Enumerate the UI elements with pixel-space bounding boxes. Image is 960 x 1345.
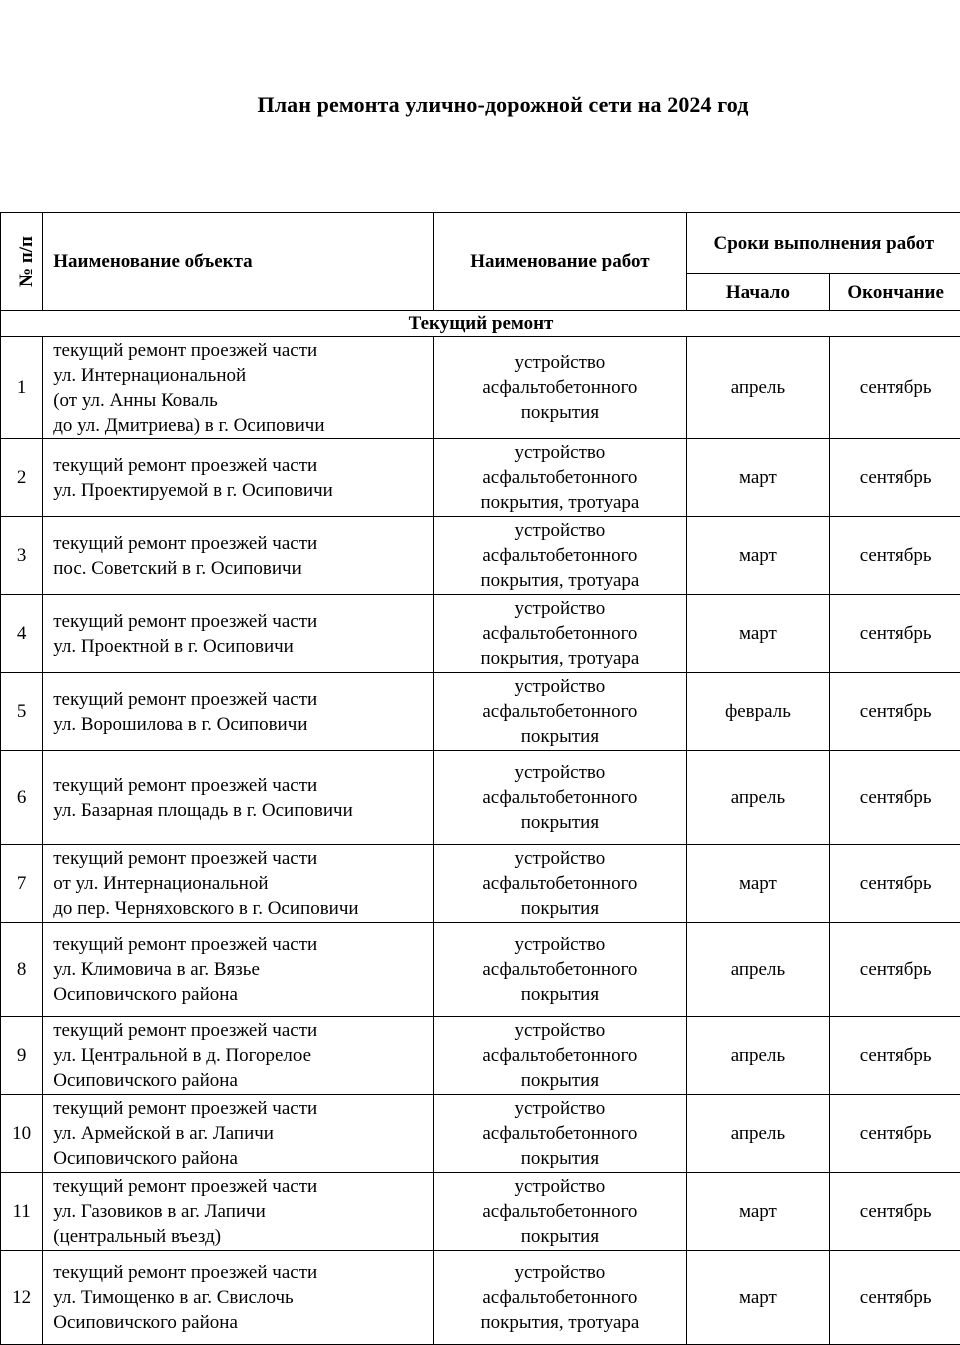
end-month: сентябрь [830, 517, 960, 595]
works-cell [434, 1173, 686, 1251]
works-line: устройство [434, 440, 685, 465]
row-number: 1 [1, 337, 43, 439]
works-cell [434, 1251, 686, 1345]
start-month: апрель [686, 337, 830, 439]
start-month: апрель [686, 751, 830, 845]
table-row [1, 1095, 960, 1173]
object-name-cell [43, 1173, 434, 1251]
start-month: март [686, 1251, 830, 1345]
works-line: асфальтобетонного [434, 1285, 685, 1310]
header-end: Окончание [830, 274, 960, 311]
works-line: устройство [434, 1260, 685, 1285]
table-row [1, 439, 960, 517]
row-number: 11 [1, 1173, 43, 1251]
works-line: асфальтобетонного [434, 871, 685, 896]
start-month: апрель [686, 1095, 830, 1173]
end-month: сентябрь [830, 595, 960, 673]
works-line: устройство [434, 674, 685, 699]
header-works: Наименование работ [434, 213, 686, 311]
object-name-line: текущий ремонт проезжей части [53, 338, 433, 363]
works-cell [434, 337, 686, 439]
row-number: 9 [1, 1017, 43, 1095]
object-name-line: Осиповичского района [53, 1068, 433, 1093]
object-name-line: ул. Интернациональной [53, 363, 433, 388]
table-row [1, 1251, 960, 1345]
works-line: покрытия [434, 810, 685, 835]
works-line: покрытия [434, 724, 685, 749]
end-month: сентябрь [830, 1095, 960, 1173]
object-name-cell [43, 439, 434, 517]
table-row [1, 1173, 960, 1251]
object-name-cell [43, 595, 434, 673]
object-name-line: текущий ремонт проезжей части [53, 1174, 433, 1199]
works-line: устройство [434, 596, 685, 621]
object-name-line: Осиповичского района [53, 1310, 433, 1335]
object-name-cell [43, 845, 434, 923]
works-cell [434, 517, 686, 595]
object-name-line: текущий ремонт проезжей части [53, 773, 433, 798]
works-cell [434, 1017, 686, 1095]
works-line: устройство [434, 932, 685, 957]
object-name-line: текущий ремонт проезжей части [53, 609, 433, 634]
object-name-line: ул. Ворошилова в г. Осиповичи [53, 712, 433, 737]
end-month: сентябрь [830, 1173, 960, 1251]
start-month: апрель [686, 923, 830, 1017]
start-month: март [686, 517, 830, 595]
works-line: покрытия [434, 1224, 685, 1249]
works-line: устройство [434, 350, 685, 375]
object-name-cell [43, 751, 434, 845]
document-title: План ремонта улично-дорожной сети на 2024 год [0, 92, 960, 118]
works-line: покрытия [434, 1068, 685, 1093]
start-month: март [686, 595, 830, 673]
row-number: 8 [1, 923, 43, 1017]
object-name-line: текущий ремонт проезжей части [53, 453, 433, 478]
object-name-cell [43, 337, 434, 439]
object-name-line: до ул. Дмитриева) в г. Осиповичи [53, 413, 433, 438]
object-name-line: ул. Проектируемой в г. Осиповичи [53, 478, 433, 503]
table-row [1, 673, 960, 751]
start-month: февраль [686, 673, 830, 751]
works-line: устройство [434, 1018, 685, 1043]
row-number: 7 [1, 845, 43, 923]
works-line: асфальтобетонного [434, 1043, 685, 1068]
object-name-line: текущий ремонт проезжей части [53, 846, 433, 871]
header-object: Наименование объекта [43, 213, 434, 311]
object-name-line: текущий ремонт проезжей части [53, 1096, 433, 1121]
object-name-line: текущий ремонт проезжей части [53, 932, 433, 957]
works-line: покрытия [434, 400, 685, 425]
object-name-cell [43, 1017, 434, 1095]
repair-plan-table [0, 212, 960, 1345]
works-line: покрытия [434, 896, 685, 921]
works-line: покрытия, тротуара [434, 568, 685, 593]
object-name-line: текущий ремонт проезжей части [53, 687, 433, 712]
header-start: Начало [686, 274, 830, 311]
object-name-line: текущий ремонт проезжей части [53, 1018, 433, 1043]
object-name-line: до пер. Черняховского в г. Осиповичи [53, 896, 433, 921]
object-name-cell [43, 1095, 434, 1173]
works-line: устройство [434, 760, 685, 785]
object-name-line: ул. Тимощенко в аг. Свислочь [53, 1285, 433, 1310]
works-cell [434, 1095, 686, 1173]
row-number: 10 [1, 1095, 43, 1173]
works-cell [434, 595, 686, 673]
works-line: асфальтобетонного [434, 621, 685, 646]
works-line: асфальтобетонного [434, 785, 685, 810]
table-row [1, 751, 960, 845]
object-name-line: (центральный въезд) [53, 1224, 433, 1249]
section-row [1, 311, 960, 337]
object-name-line: (от ул. Анны Коваль [53, 388, 433, 413]
works-line: устройство [434, 518, 685, 543]
object-name-line: от ул. Интернациональной [53, 871, 433, 896]
end-month: сентябрь [830, 751, 960, 845]
works-line: асфальтобетонного [434, 1121, 685, 1146]
works-line: асфальтобетонного [434, 375, 685, 400]
object-name-line: ул. Центральной в д. Погорелое [53, 1043, 433, 1068]
table-body [1, 311, 960, 1345]
object-name-cell [43, 923, 434, 1017]
object-name-line: ул. Климовича в аг. Вязье [53, 957, 433, 982]
works-line: покрытия [434, 982, 685, 1007]
object-name-cell [43, 517, 434, 595]
works-cell [434, 439, 686, 517]
works-line: асфальтобетонного [434, 543, 685, 568]
table-row [1, 517, 960, 595]
row-number: 5 [1, 673, 43, 751]
end-month: сентябрь [830, 1017, 960, 1095]
works-line: устройство [434, 846, 685, 871]
row-number: 2 [1, 439, 43, 517]
end-month: сентябрь [830, 439, 960, 517]
row-number: 6 [1, 751, 43, 845]
section-title: Текущий ремонт [1, 311, 960, 337]
row-number: 4 [1, 595, 43, 673]
end-month: сентябрь [830, 337, 960, 439]
table-row [1, 337, 960, 439]
object-name-line: текущий ремонт проезжей части [53, 531, 433, 556]
object-name-cell [43, 1251, 434, 1345]
header-num-label: № п/п [14, 236, 39, 287]
table-row [1, 923, 960, 1017]
object-name-line: текущий ремонт проезжей части [53, 1260, 433, 1285]
works-cell [434, 751, 686, 845]
works-line: асфальтобетонного [434, 465, 685, 490]
table-row [1, 845, 960, 923]
start-month: апрель [686, 1017, 830, 1095]
start-month: март [686, 439, 830, 517]
works-line: покрытия [434, 1146, 685, 1171]
object-name-line: ул. Проектной в г. Осиповичи [53, 634, 433, 659]
works-cell [434, 845, 686, 923]
object-name-line: ул. Газовиков в аг. Лапичи [53, 1199, 433, 1224]
header-num [1, 213, 43, 311]
end-month: сентябрь [830, 673, 960, 751]
row-number: 3 [1, 517, 43, 595]
works-cell [434, 923, 686, 1017]
object-name-line: ул. Армейской в аг. Лапичи [53, 1121, 433, 1146]
end-month: сентябрь [830, 923, 960, 1017]
header-terms: Сроки выполнения работ [686, 213, 960, 274]
works-line: асфальтобетонного [434, 699, 685, 724]
start-month: март [686, 1173, 830, 1251]
works-line: асфальтобетонного [434, 1199, 685, 1224]
object-name-line: ул. Базарная площадь в г. Осиповичи [53, 798, 433, 823]
object-name-line: Осиповичского района [53, 1146, 433, 1171]
row-number: 12 [1, 1251, 43, 1345]
start-month: март [686, 845, 830, 923]
object-name-line: Осиповичского района [53, 982, 433, 1007]
end-month: сентябрь [830, 845, 960, 923]
works-cell [434, 673, 686, 751]
works-line: устройство [434, 1096, 685, 1121]
object-name-cell [43, 673, 434, 751]
works-line: устройство [434, 1174, 685, 1199]
table-row [1, 1017, 960, 1095]
object-name-line: пос. Советский в г. Осиповичи [53, 556, 433, 581]
works-line: покрытия, тротуара [434, 490, 685, 515]
works-line: покрытия, тротуара [434, 1310, 685, 1335]
works-line: асфальтобетонного [434, 957, 685, 982]
end-month: сентябрь [830, 1251, 960, 1345]
works-line: покрытия, тротуара [434, 646, 685, 671]
table-row [1, 595, 960, 673]
